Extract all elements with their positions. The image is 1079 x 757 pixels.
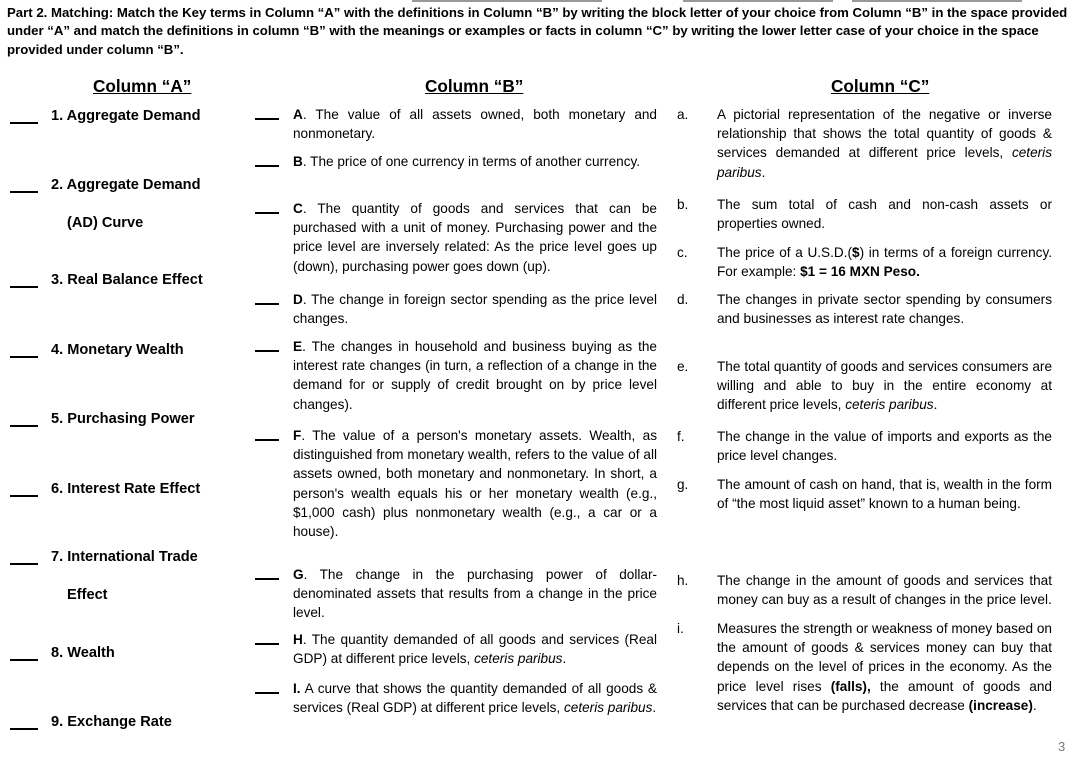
column-c-item <box>677 105 1052 182</box>
column-b-item <box>255 290 657 328</box>
column-a-item <box>10 342 250 364</box>
definition-text: G. The change in the purchasing power of dollar-denominated assets that results from a change in the price level. <box>293 567 657 621</box>
meaning-text: The price of a U.S.D.($) in terms of a foreign currency. For example: $1 = 16 MXN Peso. <box>717 245 1053 280</box>
column-c-item <box>677 195 1052 233</box>
column-a-item <box>10 272 250 294</box>
answer-blank[interactable] <box>255 439 279 441</box>
answer-blank[interactable] <box>10 563 38 565</box>
answer-blank[interactable] <box>10 495 38 497</box>
column-b-item <box>255 679 657 717</box>
column-c-item <box>677 619 1052 715</box>
answer-blank[interactable] <box>10 425 38 427</box>
definition-text: F. The value of a person's monetary assets. Wealth, as distinguished from monetary wealth, refers to the value of all assets owned, both monetary and nonmonetary. In short, a person's wealth equals his or her monetary wealth (e.g., $1,000 cash) plus nonmonetary wealth (e.g., a car or a house). <box>293 428 657 540</box>
term-label-continued: (AD) Curve <box>67 215 144 231</box>
term-label-continued: Effect <box>67 587 108 603</box>
answer-blank[interactable] <box>255 165 279 167</box>
column-a-item <box>10 177 250 199</box>
term-label: 1. Aggregate Demand <box>51 108 201 124</box>
meaning-text: The total quantity of goods and services consumers are willing and able to buy in the entire economy at different price levels, ceteris paribus. <box>717 359 1052 413</box>
column-c-item <box>677 571 1052 609</box>
answer-blank[interactable] <box>255 118 279 120</box>
definition-text: B. The price of one currency in terms of another currency. <box>293 154 641 169</box>
column-a-item <box>10 411 250 433</box>
answer-blank[interactable] <box>10 286 38 288</box>
item-letter: e. <box>677 359 689 374</box>
column-c-header: Column “C” <box>831 76 930 96</box>
column-c-item <box>677 475 1052 513</box>
column-b-item <box>255 337 657 414</box>
column-c-item <box>677 357 1052 415</box>
answer-blank[interactable] <box>255 643 279 645</box>
column-b-item <box>255 565 657 623</box>
definition-text: I. A curve that shows the quantity demanded of all goods & services (Real GDP) at different price levels, ceteris paribus. <box>293 681 657 716</box>
term-label: 9. Exchange Rate <box>51 714 172 730</box>
answer-blank[interactable] <box>10 356 38 358</box>
item-letter: h. <box>677 573 689 588</box>
meaning-text: The amount of cash on hand, that is, wealth in the form of “the most liquid asset” known to a human being. <box>717 477 1052 512</box>
meaning-text: The change in the amount of goods and services that money can buy as a result of changes in the price level. <box>717 573 1052 608</box>
meaning-text: The sum total of cash and non-cash assets or properties owned. <box>717 197 1052 232</box>
definition-text: A. The value of all assets owned, both monetary and nonmonetary. <box>293 107 657 142</box>
item-letter: i. <box>677 621 684 636</box>
term-label: 7. International Trade <box>51 549 198 565</box>
column-c-item <box>677 290 1052 328</box>
item-letter: c. <box>677 245 688 260</box>
item-letter: f. <box>677 429 685 444</box>
column-b-header: Column “B” <box>425 76 524 96</box>
term-label: 2. Aggregate Demand <box>51 177 201 193</box>
column-b-item <box>255 152 657 171</box>
column-b-item <box>255 426 657 541</box>
answer-blank[interactable] <box>255 303 279 305</box>
column-c-item <box>677 243 1052 281</box>
meaning-text: Measures the strength or weakness of money based on the amount of goods & services money can buy that depends on the level of prices in the economy. As the price level rises (falls), the amount of goods and services that can be purchased decrease (increase). <box>717 621 1052 713</box>
term-label: 5. Purchasing Power <box>51 411 195 427</box>
answer-blank[interactable] <box>255 212 279 214</box>
definition-text: E. The changes in household and business buying as the interest rate changes (in turn, a reflection of a change in the demand for or supply of credit brought on by price level changes). <box>293 339 657 412</box>
answer-blank[interactable] <box>255 350 279 352</box>
answer-blank[interactable] <box>10 122 38 124</box>
item-letter: a. <box>677 107 689 122</box>
answer-blank[interactable] <box>10 659 38 661</box>
column-b-item <box>255 105 657 143</box>
column-a-item <box>10 108 250 130</box>
term-label: 6. Interest Rate Effect <box>51 481 201 497</box>
top-rule <box>852 0 1022 2</box>
column-b-item <box>255 199 657 276</box>
answer-blank[interactable] <box>10 191 38 193</box>
column-a-header: Column “A” <box>93 76 192 96</box>
column-b-item <box>255 630 657 668</box>
definition-text: C. The quantity of goods and services that can be purchased with a unit of money. Purchasing power and the price level are inversely related: As the price level goes up (down), purchasing power goes down (up). <box>293 201 657 274</box>
column-a-item <box>10 549 250 571</box>
instructions: Part 2. Matching: Match the Key terms in Column “A” with the definitions in Column “B” by writing the block letter of your choice from Column “B” in the space provided under “A” and match the definitions in column “B” with the meanings or examples or facts in column “C” by writing the lower letter case of your choice in the space provided under column “B”. <box>7 5 1068 57</box>
answer-blank[interactable] <box>10 728 38 730</box>
page-number: 3 <box>1058 739 1066 754</box>
top-rule <box>683 0 833 2</box>
column-a-item <box>10 645 250 667</box>
column-c-item <box>677 427 1052 465</box>
definition-text: H. The quantity demanded of all goods and services (Real GDP) at different price levels, ceteris paribus. <box>293 632 657 667</box>
meaning-text: The change in the value of imports and exports as the price level changes. <box>717 429 1052 464</box>
term-label: 8. Wealth <box>51 645 115 661</box>
item-letter: b. <box>677 197 689 212</box>
answer-blank[interactable] <box>255 578 279 580</box>
item-letter: d. <box>677 292 689 307</box>
term-label: 3. Real Balance Effect <box>51 272 203 288</box>
item-letter: g. <box>677 477 689 492</box>
answer-blank[interactable] <box>255 692 279 694</box>
meaning-text: The changes in private sector spending by consumers and businesses as interest rate changes. <box>717 292 1052 327</box>
meaning-text: A pictorial representation of the negative or inverse relationship that shows the total quantity of goods & services demanded at different price levels, ceteris paribus. <box>717 107 1052 180</box>
column-a-item <box>10 714 250 736</box>
term-label: 4. Monetary Wealth <box>51 342 184 358</box>
top-rule <box>412 0 602 2</box>
column-a-item <box>10 481 250 503</box>
definition-text: D. The change in foreign sector spending as the price level changes. <box>293 292 657 327</box>
